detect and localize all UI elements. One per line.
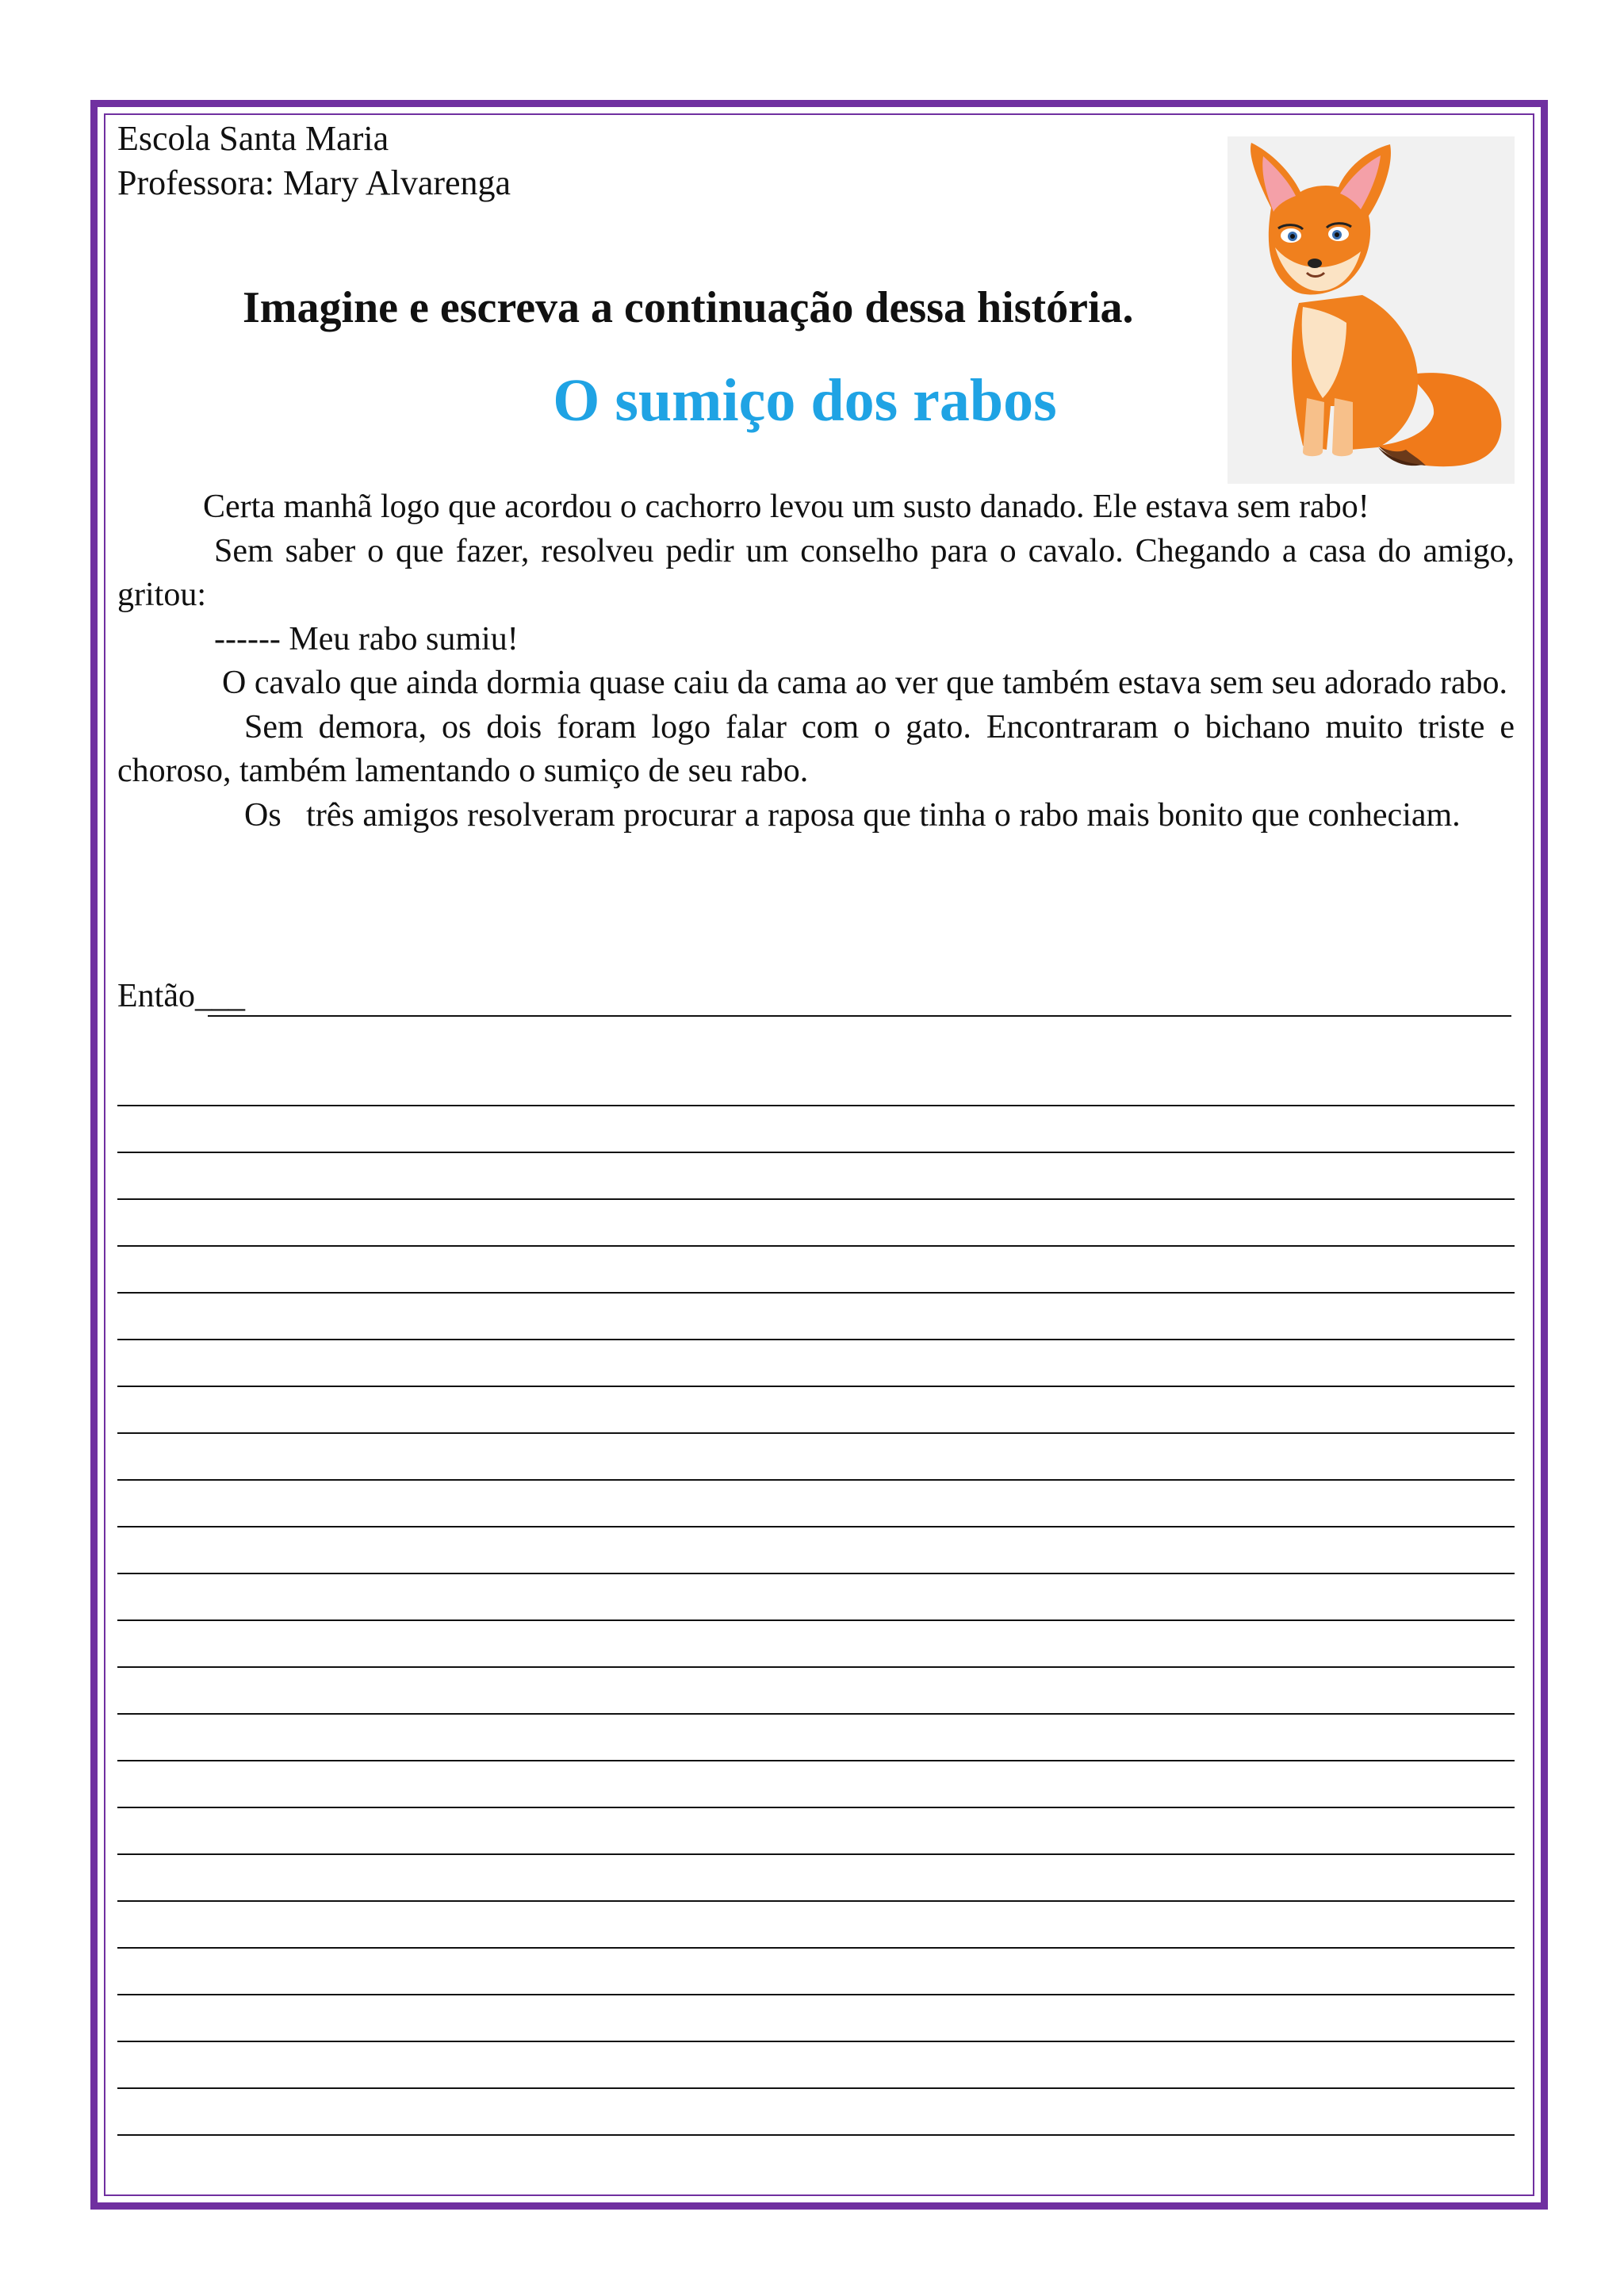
story-paragraph: Os três amigos resolveram procurar a raposa que tinha o rabo mais bonito que conheciam. <box>244 796 1461 834</box>
answer-line[interactable] <box>117 1902 1515 1949</box>
answer-line[interactable] <box>117 1481 1515 1527</box>
answer-line[interactable] <box>117 1294 1515 1340</box>
answer-line[interactable] <box>117 1621 1515 1668</box>
answer-lines[interactable] <box>117 1060 1515 2136</box>
story-paragraph: O cavalo que ainda dormia quase caiu da cama ao ver que também estava sem seu adorado rabo. <box>222 665 1507 701</box>
story-text <box>117 485 1515 838</box>
answer-line[interactable] <box>117 1761 1515 1808</box>
header <box>117 117 511 205</box>
answer-line[interactable] <box>117 1340 1515 1387</box>
answer-line[interactable] <box>208 1015 1511 1017</box>
instruction-heading: Imagine e escreva a continuação dessa história. <box>243 283 1134 332</box>
answer-line[interactable] <box>117 1949 1515 1995</box>
answer-line[interactable] <box>117 1527 1515 1574</box>
answer-line[interactable] <box>117 1153 1515 1200</box>
story-title: O sumiço dos rabos <box>553 367 1057 434</box>
story-paragraph: Sem saber o que fazer, resolveu pedir um conselho para o cavalo. Chegando a casa do amigo, gritou: <box>117 532 1515 613</box>
answer-line[interactable] <box>117 1434 1515 1481</box>
answer-line[interactable] <box>117 1574 1515 1621</box>
answer-line[interactable] <box>117 1855 1515 1902</box>
answer-line[interactable] <box>117 2042 1515 2089</box>
answer-line[interactable] <box>117 1247 1515 1294</box>
answer-line[interactable] <box>117 1715 1515 1761</box>
teacher-name: Professora: Mary Alvarenga <box>117 163 511 202</box>
answer-prompt: Então___ <box>117 978 245 1014</box>
answer-line[interactable] <box>117 1668 1515 1715</box>
answer-line[interactable] <box>117 1060 1515 1106</box>
school-name: Escola Santa Maria <box>117 119 389 158</box>
story-paragraph: ------ Meu rabo sumiu! <box>214 620 519 657</box>
answer-line[interactable] <box>117 1995 1515 2042</box>
story-paragraph: Sem demora, os dois foram logo falar com o gato. Encontraram o bichano muito triste e choroso, também lamentando o sumiço de seu rabo. <box>117 708 1515 789</box>
answer-line[interactable] <box>117 1106 1515 1153</box>
answer-line[interactable] <box>117 2089 1515 2136</box>
answer-line[interactable] <box>117 1387 1515 1434</box>
story-paragraph: Certa manhã logo que acordou o cachorro levou um susto danado. Ele estava sem rabo! <box>203 489 1369 525</box>
answer-line[interactable] <box>117 1200 1515 1247</box>
answer-line[interactable] <box>117 1808 1515 1855</box>
